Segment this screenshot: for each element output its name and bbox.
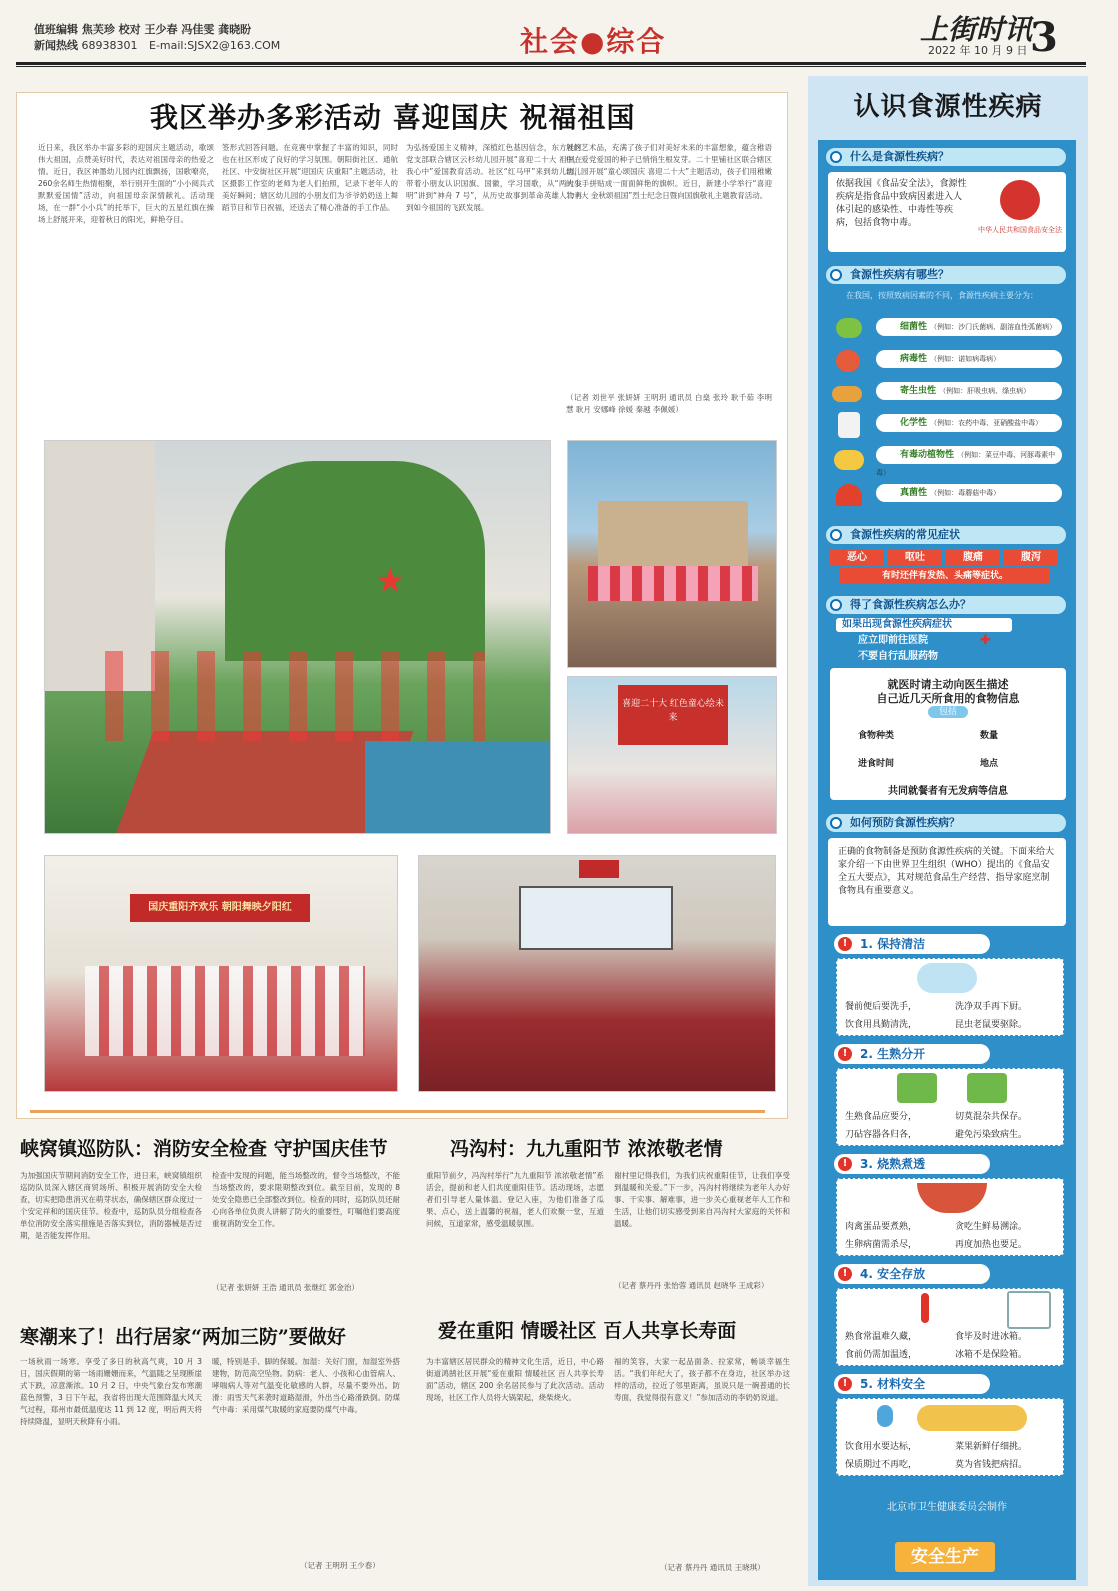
type-toxic-plants: 有毒动植物性 （例如：菜豆中毒、河豚毒素中毒） bbox=[876, 446, 1062, 464]
type-viral: 病毒性 （例如：诺如病毒病） bbox=[876, 350, 1062, 368]
feature-column-1: 近日来，我区举办丰富多彩的迎国庆主题活动，歌颂伟大祖国，点赞美好时代，表达对祖国母亲的热爱之情。近日，我区神墨幼儿园内红旗飘扬，国歌嘹亮，260余名师生热情相聚，举行别开生面的“小小阅兵式 默默爱国情”活动，向祖国母亲深情献礼。活动现场，在一群“小小兵”的托举下，巨大的五星红旗在操场上舒展开来，迎着秋日的阳光，鲜艳夺目。 bbox=[38, 143, 214, 224]
alert-icon: ! bbox=[838, 1157, 852, 1171]
banner-caption: 国庆重阳齐欢乐 朝阳舞映夕阳红 bbox=[130, 894, 310, 922]
sidebar-org: 北京市卫生健康委员会制作 bbox=[887, 1502, 1007, 1513]
article-1-column-2: 检查中发现的问题，能当场整改的，督令当场整改，不能当场整改的，要求限期整改到位。截至目前，发现的 8 处安全隐患已全部整改到位。检查的同时，巡防队员还耐心向各单位负责人讲解了防火的重要性，叮嘱他们要高度重视消防安全工作。 bbox=[212, 1171, 400, 1228]
symptom-diarrhea: 腹泻 bbox=[1004, 550, 1058, 566]
medical-cross-icon: ✚ bbox=[980, 633, 991, 648]
type-bacterial: 细菌性 （例如：沙门氏菌病、副溶血性弧菌病） bbox=[876, 318, 1062, 336]
q4-box-line1: 就医时请主动向医生描述 bbox=[887, 678, 1009, 691]
symptom-vomiting: 呕吐 bbox=[888, 550, 942, 566]
question-3-bar: 食源性疾病的常见症状 bbox=[826, 526, 1066, 544]
article-4-byline: （记者 蔡丹丹 通讯员 王晓琪） bbox=[660, 1563, 765, 1572]
pufferfish-icon bbox=[834, 450, 864, 470]
q4-info-card bbox=[830, 668, 1066, 800]
q5-text: 正确的食物制备是预防食源性疾病的关键。下面来给大家介绍一下由世界卫生组织（WHO）提出的《食品安全五大要点》，其对规范食品生产经营、指导家庭烹制食物具有重要意义。 bbox=[838, 847, 1055, 896]
feature-divider bbox=[30, 1110, 765, 1113]
question-5-bar: 如何预防食源性疾病？ bbox=[826, 814, 1066, 832]
info-quantity: 数量 bbox=[980, 731, 999, 741]
question-bullet-icon bbox=[830, 529, 842, 541]
symptom-abdominal-pain: 腹痛 bbox=[946, 550, 1000, 566]
q4-step-hospital: 应立即前往医院 bbox=[858, 635, 928, 646]
feature-headline: 我区举办多彩活动 喜迎国庆 祝福祖国 bbox=[150, 101, 636, 134]
type-chemical: 化学性 （例如：农药中毒、亚硝酸盐中毒） bbox=[876, 414, 1062, 432]
safety-badge: 安全生产 bbox=[895, 1542, 995, 1572]
tip-3-heading: ! 3. 烧熟煮透 bbox=[834, 1154, 990, 1174]
article-2-column-2: 谢村里记得我们，为我们庆祝重阳佳节，让我们享受到温暖和关爱。”下一步，冯沟村将继续为老年人办好事、干实事、解难事，进一步关心重视老年人工作和生活，让他们切实感受到来自冯沟村大家庭的关怀和温暖。 bbox=[614, 1171, 790, 1228]
alert-icon: ! bbox=[838, 1267, 852, 1281]
alert-icon: ! bbox=[838, 1377, 852, 1391]
info-location: 地点 bbox=[980, 759, 999, 769]
article-1-byline: （记者 张妍妍 王浩 通讯员 张继红 郭金治） bbox=[212, 1283, 359, 1292]
fresh-produce-icon bbox=[917, 1405, 1027, 1431]
info-food-type: 食物种类 bbox=[858, 731, 895, 741]
question-2-bar: 食源性疾病有哪些？ bbox=[826, 266, 1066, 284]
article-4-headline: 爱在重阳 情暖社区 百人共享长寿面 bbox=[438, 1320, 737, 1342]
info-meal-time: 进食时间 bbox=[858, 759, 895, 769]
alert-icon: ! bbox=[838, 1047, 852, 1061]
header-rule bbox=[16, 62, 1086, 65]
question-2-subtitle: 在我国，按照致病因素的不同，食源性疾病主要分为： bbox=[846, 291, 1038, 300]
editors-line: 值班编辑 焦芙珍 校对 王少春 冯佳雯 龚晓盼 bbox=[34, 23, 252, 36]
cooking-pot-icon bbox=[917, 1183, 987, 1213]
photo-classroom-drawing bbox=[567, 676, 777, 834]
article-2-headline: 冯沟村：九九重阳节 浓浓敬老情 bbox=[450, 1138, 723, 1160]
article-3-headline: 寒潮来了！出行居家“两加三防”要做好 bbox=[20, 1326, 346, 1348]
thermometer-icon bbox=[921, 1293, 929, 1323]
screen-caption: 喜迎二十大 红色童心绘未来 bbox=[618, 685, 728, 745]
symptom-note: 有时还伴有发热、头痛等症状。 bbox=[840, 568, 1050, 584]
chemical-bottle-icon bbox=[838, 412, 860, 438]
question-1-text: 依据我国《食品安全法》，食源性疾病是指食品中致病因素进入人体引起的感染性、中毒性等疾病，包括食物中毒。 bbox=[836, 179, 967, 228]
fridge-icon bbox=[1007, 1291, 1051, 1329]
newspaper-brand: 上街时讯 bbox=[920, 13, 1033, 46]
article-2-column-1: 重阳节前夕，冯沟村举行“九九重阳节 浓浓敬老情”系活会，提前和老人们共度重阳佳节。活动现场，志愿者们引导老人量体温、登记入座，为他们准备了瓜果、点心，送上温馨的祝福，老人们欢聚一堂，互道问候，互道家常，感受温暖氛围。 bbox=[426, 1171, 604, 1228]
tip-5-card: 饮食用水要达标， 菜果新鲜仔细挑。 保质期过不再吃， 莫为省钱把病招。 bbox=[836, 1398, 1064, 1476]
q4-step-no-self-medication: 不要自行乱服药物 bbox=[858, 651, 938, 662]
virus-icon bbox=[836, 350, 860, 372]
email: E-mail:SJSX2@163.COM bbox=[149, 39, 281, 52]
photo-community-dance bbox=[567, 440, 777, 668]
header-rule-thin bbox=[16, 66, 1086, 67]
alert-icon: ! bbox=[838, 937, 852, 951]
tip-4-heading: ! 4. 安全存放 bbox=[834, 1264, 990, 1284]
question-bullet-icon bbox=[830, 151, 842, 163]
question-bullet-icon bbox=[830, 269, 842, 281]
feature-column-2: 签形式回答问题。在竞赛中掌握了丰富的知识，同时也在社区形成了良好的学习氛围。朝阳街社区、通航社区、中安街社区开展“迎国庆 庆重阳”主题活动，社区摄影工作室的老师为老人们拍照，记录下老年人的美好瞬间；辖区幼儿园的小朋友们为爷爷奶奶送上舞蹈节目和节日祝福，还送去了精心准备的手工作品。 bbox=[222, 143, 398, 212]
star-icon: ★ bbox=[375, 561, 406, 601]
symptom-nausea: 恶心 bbox=[830, 550, 884, 566]
article-2-byline: （记者 蔡丹丹 张怡蓉 通讯员 赵晓华 王成彩） bbox=[614, 1281, 769, 1290]
question-1-bar: 什么是食源性疾病？ bbox=[826, 148, 1066, 166]
type-fungal: 真菌性 （例如：毒蘑菇中毒） bbox=[876, 484, 1062, 502]
seal-icon bbox=[1000, 180, 1040, 220]
photo-school-classroom bbox=[418, 855, 776, 1092]
question-bullet-icon bbox=[830, 599, 842, 611]
question-1-card bbox=[828, 172, 1066, 252]
type-parasitic: 寄生虫性 （例如：肝吸虫病、绦虫病） bbox=[876, 382, 1062, 400]
tip-5-heading: ! 5. 材料安全 bbox=[834, 1374, 990, 1394]
question-4-bar: 得了食源性疾病怎么办？ bbox=[826, 596, 1066, 614]
article-1-headline: 峡窝镇巡防队：消防安全检查 守护国庆佳节 bbox=[20, 1138, 388, 1160]
article-1-column-1: 为加强国庆节期间消防安全工作，进日来，峡窝镇组织巡防队员深入辖区商贸场所、积极开展消防安全大检查，切实把隐患消灭在萌芽状态，确保辖区群众度过一个安定祥和的国庆佳节。检查中，巡防队员分组检查各单位消防安全落实措施是否落实到位，消防器械是否过期，是否能发挥作用。 bbox=[20, 1171, 202, 1240]
water-drop-icon bbox=[877, 1405, 893, 1427]
hotline-label: 新闻热线 bbox=[34, 39, 78, 52]
q4-footer: 共同就餐者有无发病等信息 bbox=[888, 786, 1008, 797]
section-title: 社会●综合 bbox=[520, 25, 667, 58]
article-4-column-2: 福的笑容，大家一起品面条、拉家常，畅谈幸福生活。“我们年纪大了，孩子都不在身边，社区举办这样的活动，拉近了邻里距离，虽说只是一碗普通的长寿面，我觉得很有意义！”参加活动的李奶奶说道。 bbox=[614, 1357, 790, 1402]
article-4-column-1: 为丰富辖区居民群众的精神文化生活，近日，中心路街道鸿鹄社区开展“爱在重阳 情暖社区 百人共享长寿面”活动，辖区 200 余名居民参与了此次活动。活动现场，社区工作人员将大锅架起，烧柴烧火。 bbox=[426, 1357, 604, 1402]
mushroom-icon bbox=[836, 484, 862, 506]
tip-4-card: 熟食常温难久藏， 食毕及时进冰箱。 食前仍需加温透， 冰箱不是保险箱。 bbox=[836, 1288, 1064, 1366]
sidebar-title: 认识食源性疾病 bbox=[853, 92, 1043, 122]
raw-food-icon bbox=[897, 1073, 937, 1103]
tip-1-heading: ! 1. 保持清洁 bbox=[834, 934, 990, 954]
article-3-column-2: 暖，特别是手、脚的保暖。加湿：关好门窗，加湿室外搭建物，防范高空坠物。防病：老人、小孩和心血管病人、哮喘病人等对气温变化敏感的人群，尽量不要外出。防滑：雨雪天气来袭时道路湿滑，外出当心路滑跌倒。防煤气中毒：采用煤气取暖的家庭要防煤气中毒。 bbox=[212, 1357, 400, 1414]
cooked-food-icon bbox=[967, 1073, 1007, 1103]
article-3-column-1: 一场秋雨一场寒。享受了多日的秋高气爽，10 月 3 日，国庆假期的第一场雨姗姗而来，气温随之呈现断崖式下跌，凉意渐浓。10 月 2 日，中央气象台发布寒潮蓝色预警，3 日下午起，我省将出现大范围降温大风天气过程，郑州市最低温度达 11 到 12 度，明后两天将持续降温，显明天秋降有小雨。 bbox=[20, 1357, 202, 1426]
question-bullet-icon bbox=[830, 817, 842, 829]
photo-kindergarten-parade bbox=[44, 440, 551, 834]
tip-1-card: 餐前便后要洗手， 洗净双手再下厨。 饮食用具勤清洗， 昆虫老鼠要驱除。 bbox=[836, 958, 1064, 1036]
page-number: 3 bbox=[1030, 14, 1058, 61]
q5-intro-card bbox=[828, 838, 1066, 926]
masthead-info bbox=[34, 22, 280, 54]
feature-column-3: 为弘扬爱国主义精神，深植红色基因信念，东方社区党支部联合辖区云杉幼儿园开展“喜迎二十大 祖国在我心中”爱国教育活动。社区“红马甲”来到幼儿园，带着小朋友认识国旗、国徽，学习国歌，从“两大发明”讲到“神舟 7 号”，从历史故事到革命英雄人物再到如今祖国的飞跃发展。 bbox=[406, 143, 582, 212]
feature-byline: （记者 刘世平 张妍妍 王明玥 通讯员 白燊 张玲 耿千茹 李明慧 耿月 安娜峰 徐媛 秦越 李佩媛） bbox=[566, 393, 772, 414]
tip-2-heading: ! 2. 生熟分开 bbox=[834, 1044, 990, 1064]
hotline-number: 68938301 bbox=[81, 39, 138, 52]
tip-3-card: 肉禽蛋品要煮熟， 贪吃生鲜易溯涂。 生卵病菌需杀尽， 再度加热也要足。 bbox=[836, 1178, 1064, 1256]
q4-include-tag: 包括 bbox=[928, 706, 968, 718]
q4-intro: 如果出现食源性疾病症状 bbox=[836, 618, 1012, 632]
handwashing-icon bbox=[917, 963, 977, 993]
seal-caption: 中华人民共和国食品安全法 bbox=[978, 226, 1062, 234]
bacteria-icon bbox=[836, 318, 862, 338]
article-3-byline: （记者 王明玥 王少春） bbox=[300, 1561, 380, 1570]
q4-box-line2: 自己近几天所食用的食物信息 bbox=[876, 692, 1020, 705]
photo-elderly-gathering bbox=[44, 855, 398, 1092]
tip-2-card: 生熟食品应要分， 切莫混杂共保存。 刀砧容器各归各， 避免污染致病生。 bbox=[836, 1068, 1064, 1146]
issue-date: 2022 年 10 月 9 日 bbox=[928, 44, 1028, 57]
feature-column-4: 展的艺术品，充满了孩子们对美好未来的丰富想象，蕴含稚语中，爱党爱国的种子已悄悄生根发芽。二十里铺社区联合辖区幼儿园开展“童心颂国庆 喜迎二十大”主题活动，孩子们用稚嫩的小手拼贴成一面面鲜艳的旗帜。近日，新建小学举行“喜迎二十大 金秋颂祖国”烈士纪念日暨向国旗敬礼主题教育活动。 bbox=[566, 143, 772, 200]
parasite-icon bbox=[832, 386, 862, 402]
